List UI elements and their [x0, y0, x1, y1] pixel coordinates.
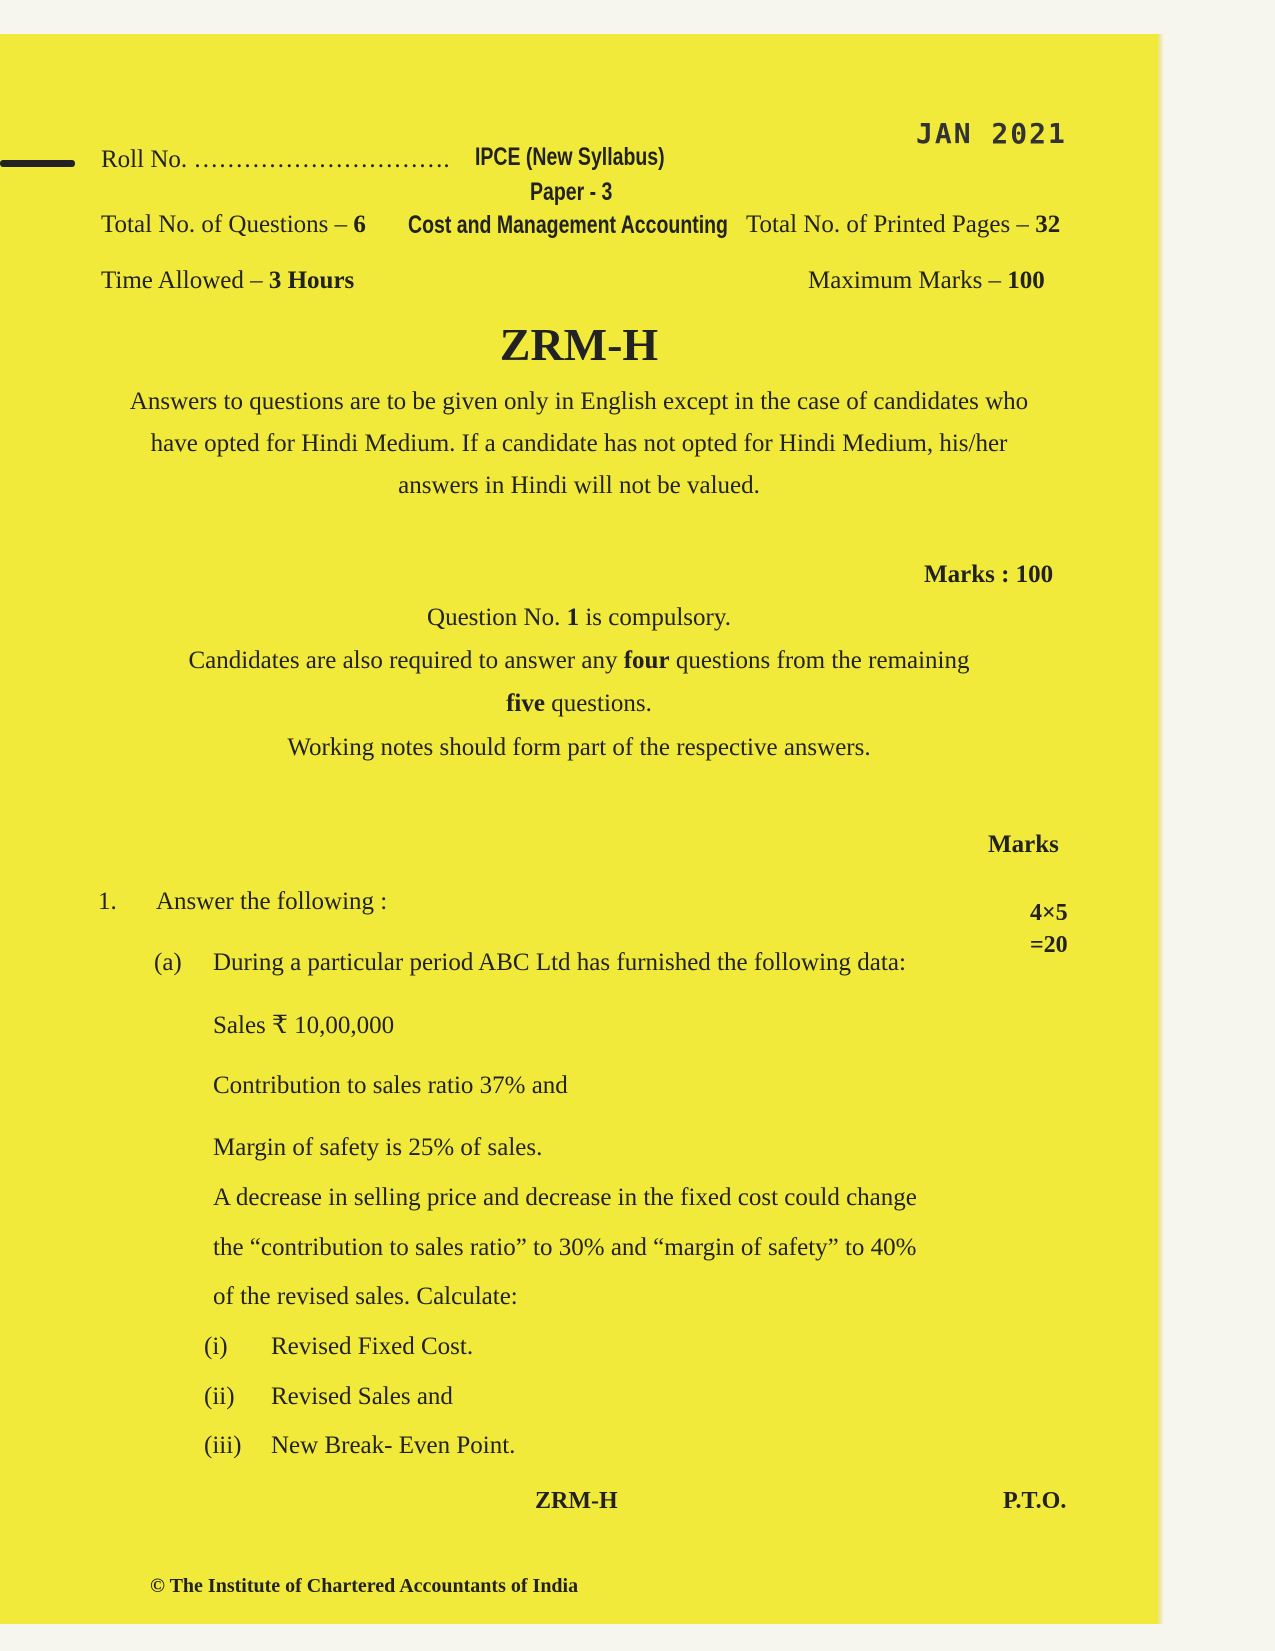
question-marks-line-2: =20: [1030, 932, 1068, 958]
time-allowed-value: 3 Hours: [268, 267, 355, 294]
printed-pages: [746, 211, 1060, 239]
compulsory-instruction: [0, 604, 1158, 632]
total-questions: [101, 211, 366, 239]
language-instruction-line-3: answers in Hindi will not be valued.: [398, 472, 760, 499]
answer-any-pre: Candidates are also required to answer any: [188, 647, 618, 674]
language-instruction-line-1: Answers to questions are to be given only in English except in the case of candidates who: [129, 388, 1029, 415]
working-notes-instruction: Working notes should form part of the respective answers.: [287, 734, 871, 761]
sub-item-text: Revised Sales and: [271, 1383, 453, 1410]
sub-item-text: Revised Fixed Cost.: [271, 1333, 474, 1360]
part-a-text: During a particular period ABC Ltd has furnished the following data:: [213, 949, 906, 976]
maximum-marks: [808, 267, 1045, 295]
paper-code-title: ZRM-H: [499, 319, 659, 370]
footer-pto: P.T.O.: [1003, 1488, 1067, 1514]
copyright-notice: © The Institute of Chartered Accountants of India: [150, 1575, 579, 1597]
question-number: 1.: [98, 888, 117, 915]
total-questions-label: Total No. of Questions –: [101, 211, 348, 238]
remaining-post: questions.: [551, 690, 652, 717]
time-allowed: [101, 267, 354, 295]
compulsory-post: is compulsory.: [585, 604, 731, 631]
compulsory-number: 1: [566, 604, 580, 631]
scenario-line-3: of the revised sales. Calculate:: [213, 1283, 518, 1310]
printed-pages-label: Total No. of Printed Pages –: [746, 211, 1029, 238]
remaining-count: five: [506, 690, 545, 717]
maximum-marks-value: 100: [1007, 267, 1045, 294]
printed-pages-value: 32: [1035, 211, 1061, 238]
part-a-label: (a): [154, 949, 182, 976]
answer-any-instruction: [0, 647, 1158, 675]
total-marks-label: Marks : 100: [924, 561, 1054, 588]
answer-any-count: four: [623, 647, 670, 674]
answer-any-post: questions from the remaining: [675, 647, 970, 674]
compulsory-pre: Question No.: [427, 604, 561, 631]
question-marks-line-1: 4×5: [1030, 900, 1068, 926]
roll-number-field: Roll No. ………………………….: [101, 146, 450, 173]
question-heading: Answer the following :: [156, 888, 388, 915]
sub-item-text: New Break- Even Point.: [271, 1432, 516, 1459]
scan-margin-mark: [0, 160, 75, 167]
paper-number: Paper - 3: [530, 178, 613, 206]
scenario-line-1: A decrease in selling price and decrease in the fixed cost could change: [213, 1184, 917, 1211]
sub-item-label: (ii): [204, 1383, 235, 1410]
language-instruction-line-2: have opted for Hindi Medium. If a candidate has not opted for Hindi Medium, his/her: [150, 430, 1008, 457]
remaining-questions-instruction: [0, 690, 1158, 718]
marks-column-header: Marks: [988, 831, 1059, 858]
contribution-ratio: Contribution to sales ratio 37% and: [213, 1072, 568, 1099]
subject-name: Cost and Management Accounting: [408, 211, 728, 239]
margin-of-safety: Margin of safety is 25% of sales.: [213, 1134, 543, 1161]
sales-value: Sales ₹ 10,00,000: [213, 1012, 395, 1039]
scenario-line-2: the “contribution to sales ratio” to 30% and “margin of safety” to 40%: [213, 1234, 917, 1261]
sub-item-label: (iii): [204, 1432, 242, 1459]
time-allowed-label: Time Allowed –: [101, 267, 263, 294]
date-stamp: JAN 2021: [916, 117, 1067, 150]
footer-paper-code: ZRM-H: [535, 1488, 618, 1514]
total-questions-value: 6: [353, 211, 366, 238]
maximum-marks-label: Maximum Marks –: [808, 267, 1002, 294]
sub-item-label: (i): [204, 1333, 228, 1360]
course-name: IPCE (New Syllabus): [475, 143, 665, 171]
